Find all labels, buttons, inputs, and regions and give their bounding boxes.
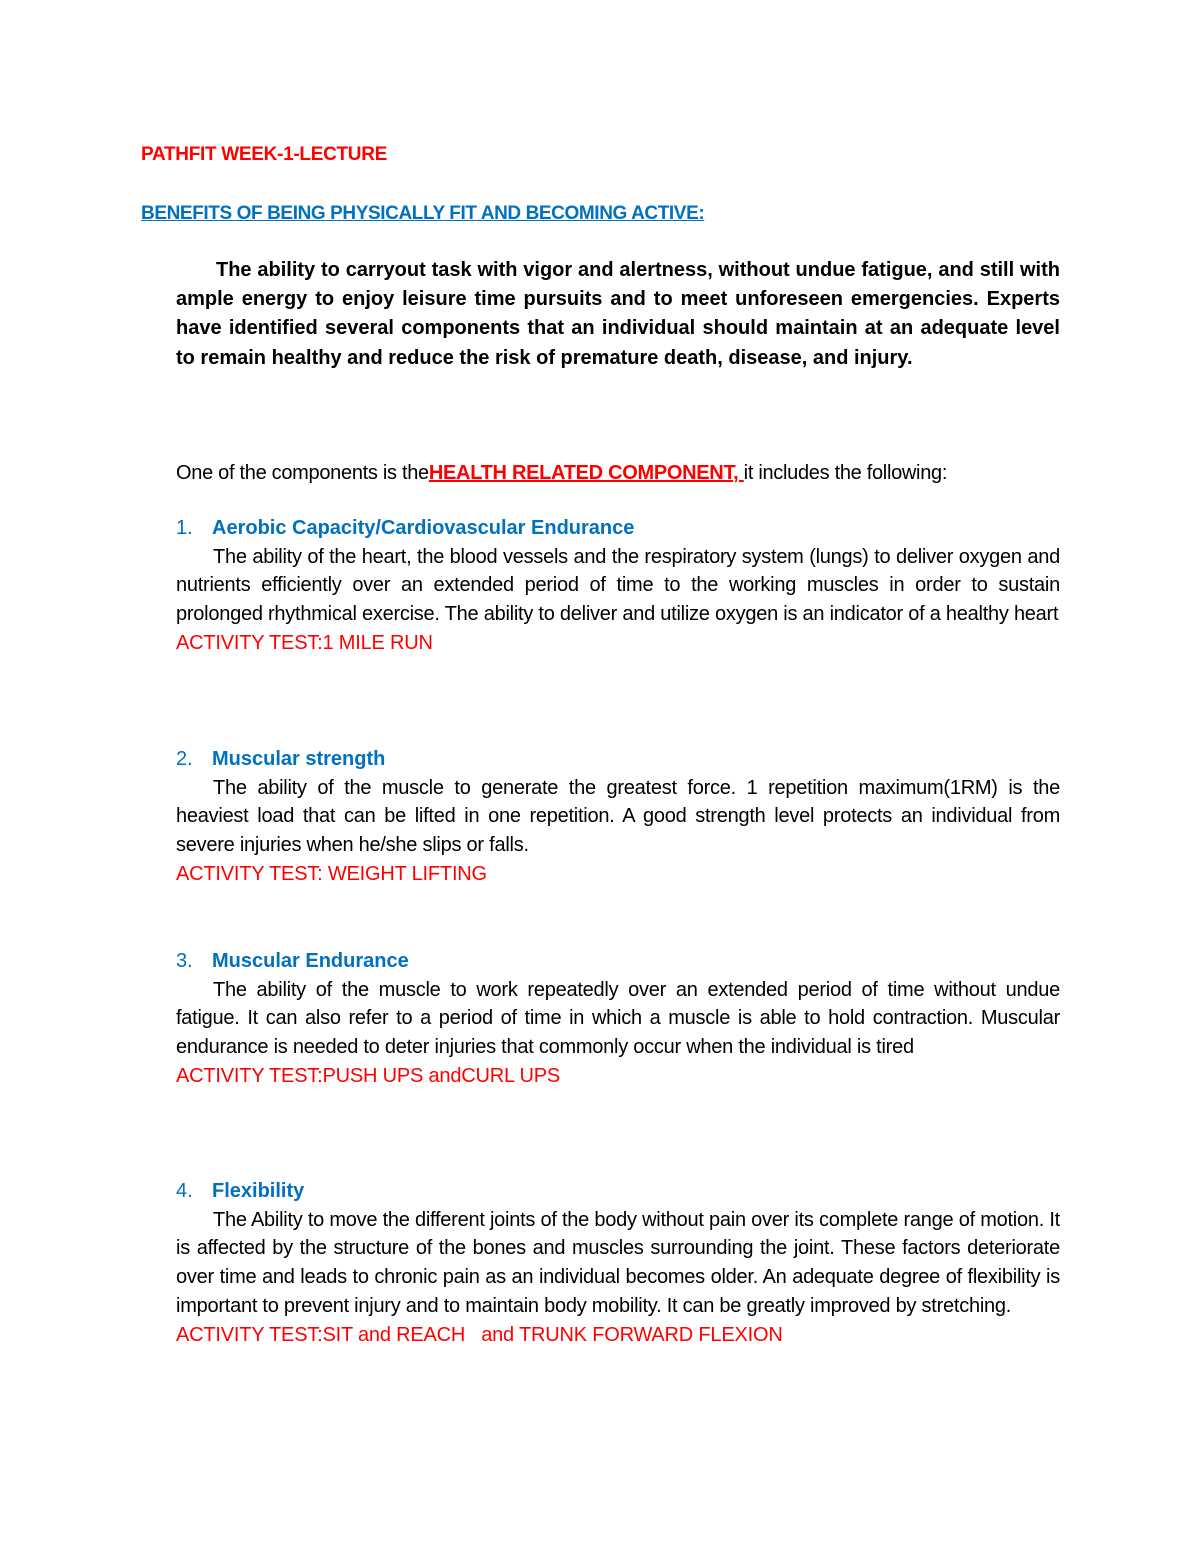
section-heading-label: Muscular strength	[212, 748, 386, 770]
section-body	[176, 976, 1060, 1091]
section-number: 1.	[176, 517, 193, 539]
page-subtitle: BENEFITS OF BEING PHYSICALLY FIT AND BECOMING ACTIVE:	[141, 203, 705, 224]
section-body-text: The Ability to move the different joints of the body without pain over its complete range of motion. It is affected by the structure of the bones and muscles surrounding the joint. These factors deteriorate over time and leads to chronic pain as an individual becomes older. An adequate degree of flexibility is important to prevent injury and to maintain body mobility. It can be greatly improved by stretching.	[176, 1208, 1060, 1317]
section-body	[176, 543, 1060, 658]
activity-test: ACTIVITY TEST:1 MILE RUN	[176, 631, 433, 654]
section-body-text: The ability of the muscle to work repeatedly over an extended period of time without undue fatigue. It can also refer to a period of time in which a muscle is able to hold contraction. Muscular endurance is needed to deter injuries that commonly occur when the individual is tired	[176, 978, 1060, 1059]
components-intro-after: it includes the following:	[743, 462, 948, 484]
section-body-text: The ability of the heart, the blood vessels and the respiratory system (lungs) to deliver oxygen and nutrients efficiently over an extended period of time to the working muscles in order to sustain prolonged rhythmical exercise. The ability to deliver and utilize oxygen is an indicator of a healthy heart	[176, 545, 1060, 626]
section-heading	[176, 745, 385, 773]
activity-test: ACTIVITY TEST:SIT and REACH and TRUNK FORWARD FLEXION	[176, 1323, 783, 1346]
components-intro	[176, 459, 1076, 487]
page-title: PATHFIT WEEK-1-LECTURE	[141, 144, 388, 165]
section-number: 2.	[176, 748, 193, 770]
activity-test: ACTIVITY TEST:PUSH UPS andCURL UPS	[176, 1064, 561, 1087]
section-number: 4.	[176, 1180, 193, 1202]
section-heading-label: Muscular Endurance	[212, 950, 409, 972]
section-body	[176, 774, 1060, 889]
section-heading	[176, 947, 409, 975]
section-number: 3.	[176, 950, 193, 972]
section-heading-label: Flexibility	[212, 1180, 305, 1202]
intro-paragraph: The ability to carryout task with vigor and alertness, without undue fatigue, and still with ample energy to enjoy leisure time pursuits and to meet unforeseen emergencies. Experts have identified several components that an individual should maintain at an adequate level to remain healthy and reduce the risk of premature death, disease, and injury.	[176, 259, 1060, 369]
components-intro-before: One of the components is the	[176, 462, 429, 484]
section-heading-label: Aerobic Capacity/Cardiovascular Endurance	[212, 517, 635, 539]
section-body	[176, 1206, 1060, 1350]
activity-test: ACTIVITY TEST: WEIGHT LIFTING	[176, 862, 487, 885]
section-heading	[176, 1177, 304, 1205]
section-body-text: The ability of the muscle to generate the greatest force. 1 repetition maximum(1RM) is the heaviest load that can be lifted in one repetition. A good strength level protects an individual from severe injuries when he/she slips or falls.	[176, 776, 1060, 857]
section-heading	[176, 514, 634, 542]
health-related-component-highlight: HEALTH RELATED COMPONENT,	[428, 462, 744, 484]
